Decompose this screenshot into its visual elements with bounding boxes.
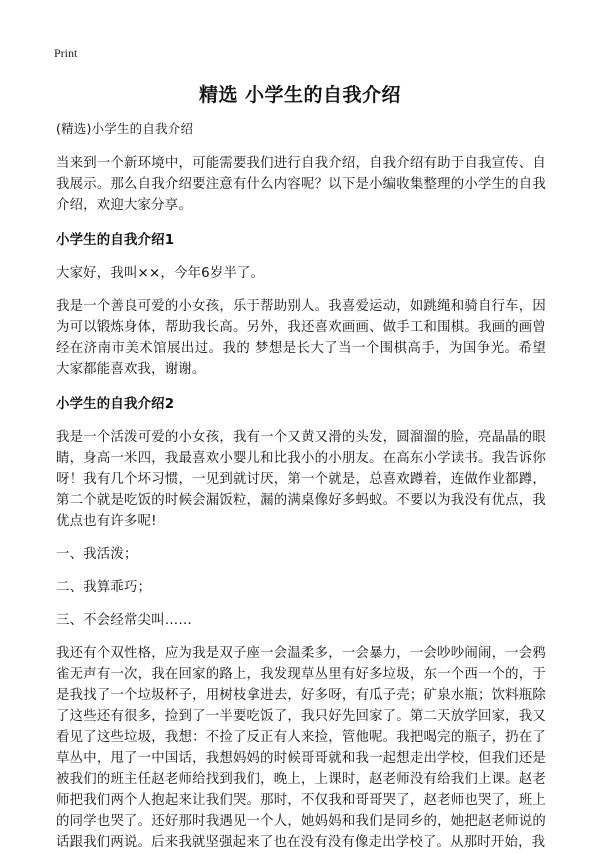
- document-subtitle: (精选)小学生的自我介绍: [56, 121, 194, 136]
- section2-list-item-1: 一、我活泼；: [56, 547, 138, 562]
- section2-list-item-3: 三、不会经常尖叫……: [56, 613, 192, 628]
- section2-list-item-2: 二、我算乖巧；: [56, 580, 152, 595]
- section-heading-2: 小学生的自我介绍2: [56, 397, 175, 412]
- print-label[interactable]: Print: [54, 46, 78, 60]
- section2-paragraph-2: 我还有个双性格，应为我是双子座一会温柔多，一会暴力，一会吵吵闹闹，一会鸦雀无声有一次，我在回家的路上，我发现草丛里有好多垃圾，东一个西一个的，于是我找了一个垃圾杯子，用树枝拿进去，好多呀，有瓜子壳；矿泉水瓶；饮料瓶除了这些还有很多，捡到了一半要吃饭了，我只好先回家了。第二天放学回家，我又看见了这些垃圾，我想：不捡了反正有人来捡，管他呢。我把喝完的瓶子，扔在了草丛中，甩了一中国话，我想妈妈的时候哥哥就和我一起想走出学校，但我们还是被我们的班主任赵老师给找到我们，晚上，上课时，赵老师没有给我们上课。赵老师把我们两个人抱起来让我们哭。那时，不仅我和哥哥哭了，赵老师也哭了，班上的同学也哭了。还好那时我遇见一个人，她妈妈和我们是同乡的，她把赵老师说的话跟我们两说。后来我就坚强起来了也在没有没有像走出学校了。从那时开始，我: [56, 646, 546, 850]
- section2-paragraph-1: 我是一个活泼可爱的小女孩，我有一个又黄又滑的头发，圆溜溜的脸，亮晶晶的眼睛，身高一米四，我最喜欢小婴儿和比我小的小朋友。在高东小学读书。我告诉你呀！我有几个坏习惯，一见到就讨厌，第一个就是，总喜欢蹲着，连做作业都蹲，第二个就是吃饭的时候会漏饭粒，漏的满桌像好多蚂蚁。不要以为我没有优点，我优点也有许多呢!: [56, 430, 546, 529]
- document-title: 精选 小学生的自我介绍: [198, 84, 402, 106]
- document-body: [56, 118, 546, 853]
- intro-paragraph: 当来到一个新环境中，可能需要我们进行自我介绍，自我介绍有助于自我宣传、自我展示。那么自我介绍要注意有什么内容呢？以下是小编收集整理的小学生的自我介绍，欢迎大家分享。: [56, 156, 546, 213]
- section-heading-1: 小学生的自我介绍1: [56, 233, 175, 248]
- section1-paragraph-1: 大家好，我叫××，今年6岁半了。: [56, 266, 265, 281]
- section1-paragraph-2: 我是一个善良可爱的小女孩，乐于帮助别人。我喜爱运动，如跳绳和骑自行车，因为可以锻炼身体，帮助我长高。另外，我还喜欢画画、做手工和围棋。我画的画曾经在济南市美术馆展出过。我的 梦想是长大了当一个围棋高手，为国争光。希望大家都能喜欢我，谢谢。: [56, 299, 546, 377]
